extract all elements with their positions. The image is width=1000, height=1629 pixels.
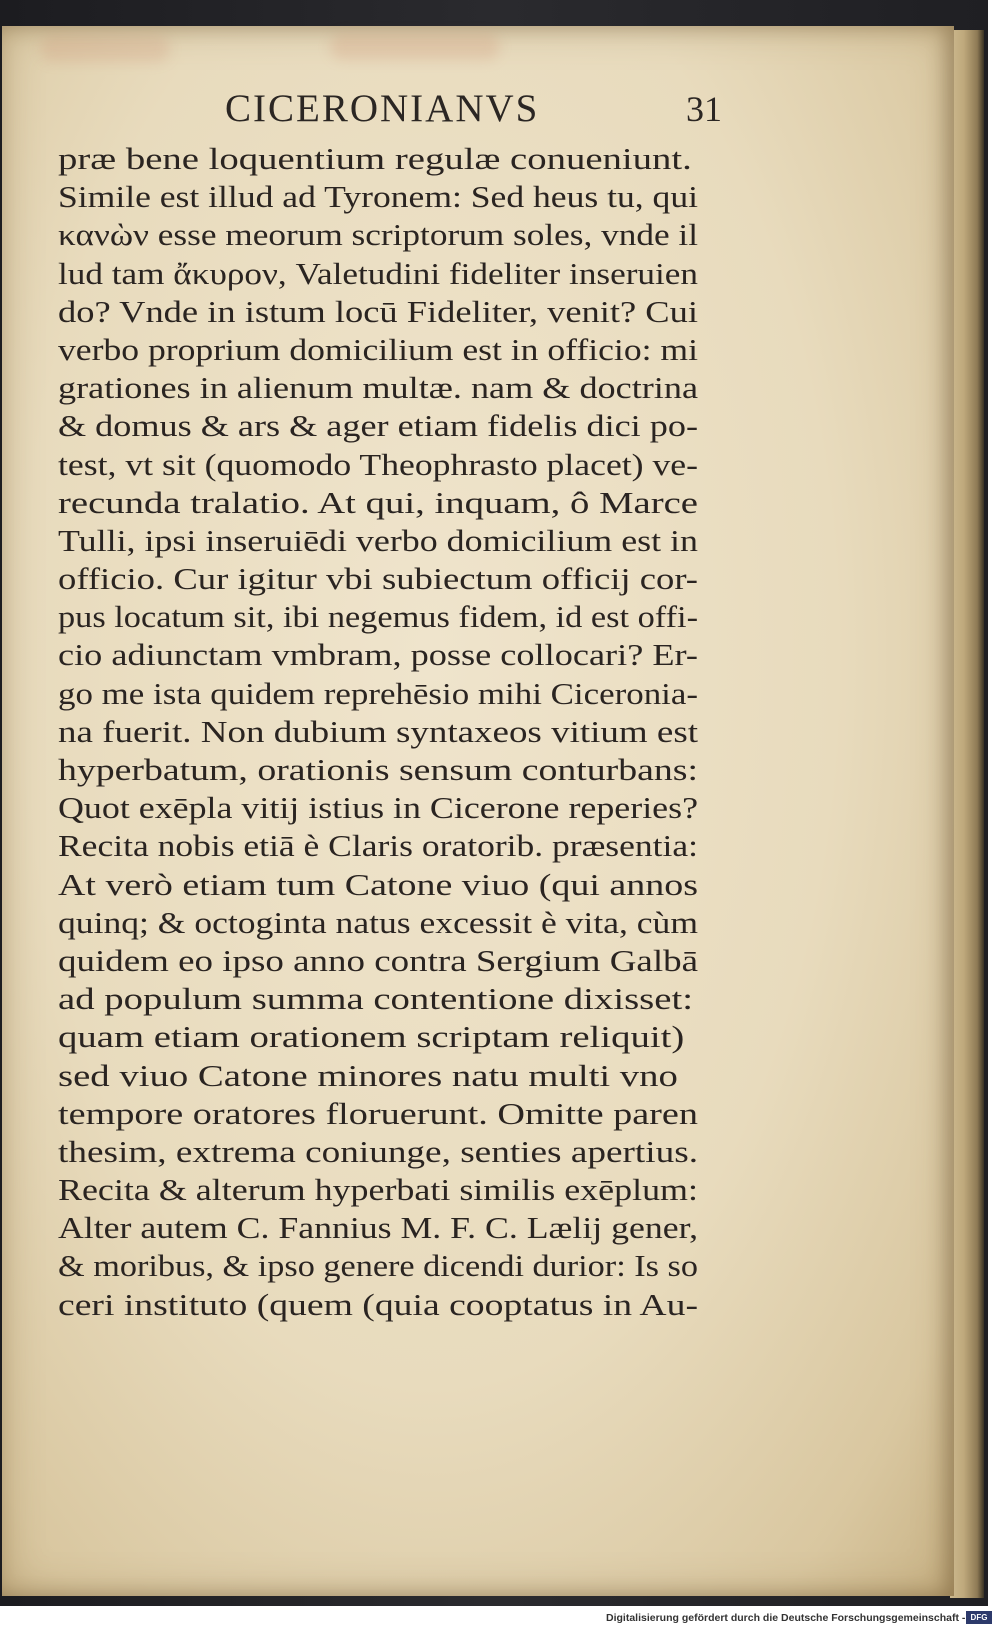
page-number: 31 xyxy=(686,89,722,129)
text-line: Recita nobis etiā è Claris oratorib. præsentia: xyxy=(58,828,698,864)
text-line: verbo proprium domicilium est in officio: mi xyxy=(58,331,698,367)
text-line: Recita & alterum hyperbati similis exēplum: xyxy=(58,1172,698,1208)
text-line: tempore oratores floruerunt. Omitte paren xyxy=(58,1095,698,1131)
text-block xyxy=(58,140,718,1324)
text-line: Simile est illud ad Tyronem: Sed heus tu, qui xyxy=(58,179,698,215)
text-line: Tulli, ipsi inseruiēdi verbo domicilium est in xyxy=(58,522,698,558)
text-line: thesim, extrema coniunge, senties apertius. xyxy=(58,1133,698,1169)
text-line: test, vt sit (quomodo Theophrasto placet) ve- xyxy=(58,446,698,482)
text-line: sed viuo Catone minores natu multi vno xyxy=(58,1057,678,1093)
text-line: pus locatum sit, ibi negemus fidem, id est offi- xyxy=(58,599,698,635)
text-line: præ bene loquentium regulæ conueniunt. xyxy=(58,141,692,176)
text-line: recunda tralatio. At qui, inquam, ô Marce xyxy=(58,484,698,520)
text-line: At verò etiam tum Catone viuo (qui annos xyxy=(58,866,698,902)
running-head: CICERONIANVS xyxy=(225,87,540,130)
text-line: cio adiunctam vmbram, posse collocari? Er- xyxy=(58,637,698,673)
dfg-logo: DFG xyxy=(966,1611,992,1624)
stain xyxy=(40,36,170,62)
text-line: go me ista quidem reprehēsio mihi Ciceronia- xyxy=(58,675,698,711)
text-line: ceri instituto (quem (quia cooptatus in Au- xyxy=(58,1286,698,1322)
text-line: Quot exēpla vitij istius in Cicerone reperies? xyxy=(58,790,698,826)
text-line: quinq; & octoginta natus excessit è vita, cùm xyxy=(58,904,698,940)
text-line: quam etiam orationem scriptam reliquit) xyxy=(58,1019,685,1055)
text-line: officio. Cur igitur vbi subiectum officij cor- xyxy=(58,561,698,597)
funding-footer: Digitalisierung gefördert durch die Deutsche Forschungsgemeinschaft - xyxy=(606,1612,966,1624)
text-line: na fuerit. Non dubium syntaxeos vitium est xyxy=(58,713,699,749)
text-line: lud tam ἄκυρον, Valetudini fideliter inseruien xyxy=(58,255,698,291)
text-line: ad populum summa contentione dixisset: xyxy=(58,981,693,1017)
stain xyxy=(330,34,500,60)
text-line: & moribus, & ipso genere dicendi durior: Is so xyxy=(58,1248,698,1284)
text-line: hyperbatum, orationis sensum conturbans: xyxy=(58,752,698,787)
text-line: κανὼν esse meorum scriptorum soles, vnde il xyxy=(58,217,698,253)
text-line: do? Vnde in istum locū Fideliter, venit? Cui xyxy=(58,293,698,329)
text-line: & domus & ars & ager etiam fidelis dici po- xyxy=(58,408,698,444)
text-line: Alter autem C. Fannius M. F. C. Lælij gener, xyxy=(58,1210,698,1246)
text-line: quidem eo ipso anno contra Sergium Galbā xyxy=(58,942,698,978)
text-line: grationes in alienum multæ. nam & doctrina xyxy=(58,370,698,406)
page-edge xyxy=(950,30,984,1598)
